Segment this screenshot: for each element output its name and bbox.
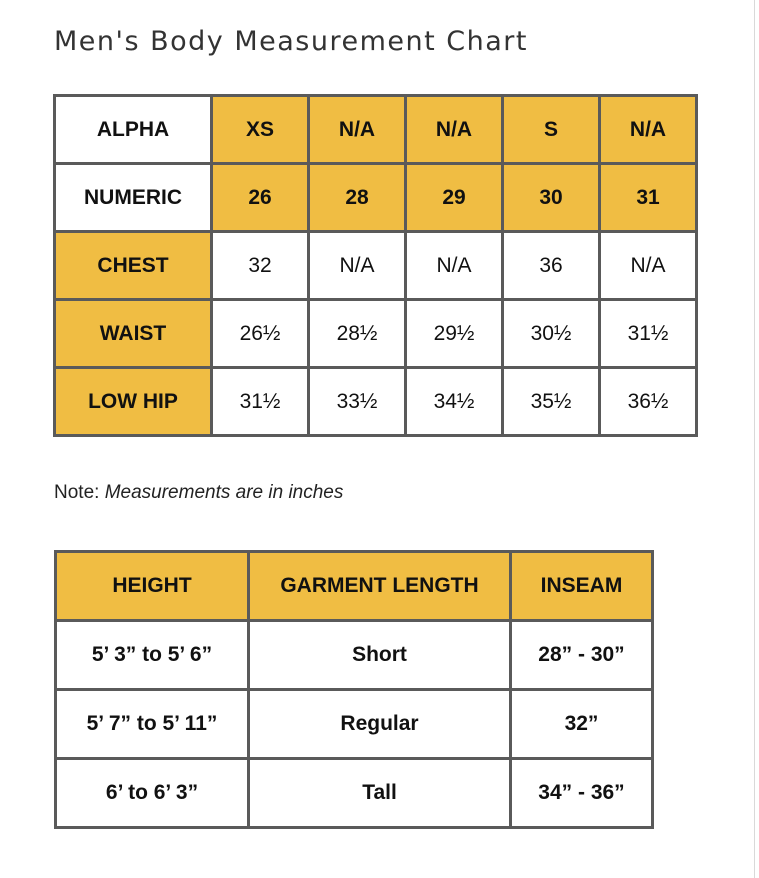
page-title: Men's Body Measurement Chart	[54, 26, 528, 57]
alpha-cell: N/A	[600, 96, 697, 164]
numeric-cell: 29	[406, 164, 503, 232]
low-hip-cell: 31½	[212, 368, 309, 436]
garment-length-table	[54, 550, 654, 829]
numeric-cell: 31	[600, 164, 697, 232]
header-height: HEIGHT	[56, 552, 249, 621]
low-hip-cell: 33½	[309, 368, 406, 436]
body-measurement-table	[53, 94, 698, 437]
inseam-cell: 34” - 36”	[511, 759, 653, 828]
row-label-low-hip: LOW HIP	[55, 368, 212, 436]
table-row-numeric	[55, 164, 697, 232]
header-garment-length: GARMENT LENGTH	[249, 552, 511, 621]
note-text: Measurements are in inches	[104, 482, 344, 503]
alpha-cell: N/A	[406, 96, 503, 164]
chest-cell: 36	[503, 232, 600, 300]
numeric-cell: 26	[212, 164, 309, 232]
height-cell: 5’ 7” to 5’ 11”	[56, 690, 249, 759]
measurement-note	[54, 482, 343, 504]
table-header-row	[56, 552, 653, 621]
table-row-alpha	[55, 96, 697, 164]
table-row-waist	[55, 300, 697, 368]
waist-cell: 29½	[406, 300, 503, 368]
garment-length-cell: Tall	[249, 759, 511, 828]
chest-cell: 32	[212, 232, 309, 300]
table-row-chest	[55, 232, 697, 300]
numeric-cell: 28	[309, 164, 406, 232]
waist-cell: 28½	[309, 300, 406, 368]
table-row	[56, 690, 653, 759]
row-label-numeric: NUMERIC	[55, 164, 212, 232]
row-label-chest: CHEST	[55, 232, 212, 300]
numeric-cell: 30	[503, 164, 600, 232]
inseam-cell: 32”	[511, 690, 653, 759]
height-cell: 6’ to 6’ 3”	[56, 759, 249, 828]
chest-cell: N/A	[406, 232, 503, 300]
low-hip-cell: 36½	[600, 368, 697, 436]
table-row-low-hip	[55, 368, 697, 436]
table-row	[56, 621, 653, 690]
alpha-cell: S	[503, 96, 600, 164]
chest-cell: N/A	[600, 232, 697, 300]
waist-cell: 31½	[600, 300, 697, 368]
note-label: Note:	[54, 482, 100, 503]
alpha-cell: XS	[212, 96, 309, 164]
waist-cell: 30½	[503, 300, 600, 368]
table-row	[56, 759, 653, 828]
garment-length-cell: Short	[249, 621, 511, 690]
chest-cell: N/A	[309, 232, 406, 300]
row-label-alpha: ALPHA	[55, 96, 212, 164]
low-hip-cell: 34½	[406, 368, 503, 436]
low-hip-cell: 35½	[503, 368, 600, 436]
alpha-cell: N/A	[309, 96, 406, 164]
row-label-waist: WAIST	[55, 300, 212, 368]
inseam-cell: 28” - 30”	[511, 621, 653, 690]
waist-cell: 26½	[212, 300, 309, 368]
height-cell: 5’ 3” to 5’ 6”	[56, 621, 249, 690]
header-inseam: INSEAM	[511, 552, 653, 621]
garment-length-cell: Regular	[249, 690, 511, 759]
page-edge-divider	[754, 0, 755, 878]
